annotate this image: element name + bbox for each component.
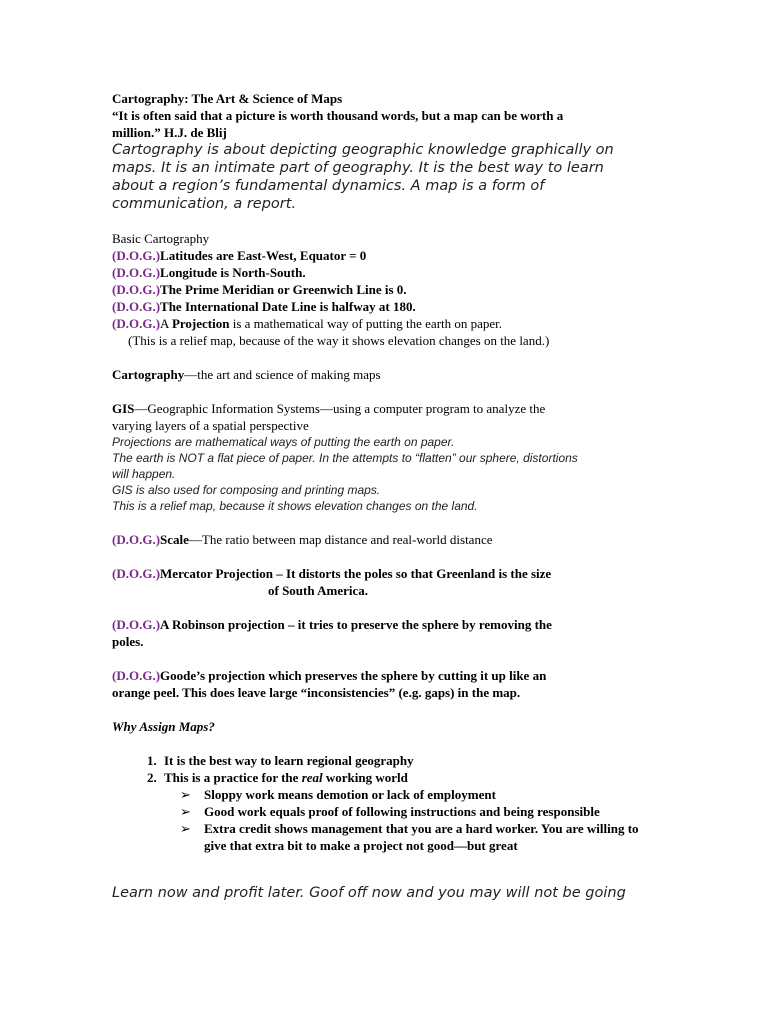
dog-item-mercator: (D.O.G.)Mercator Projection – It distorts the poles so that Greenland is the size	[112, 566, 552, 581]
dog-item-scale: (D.O.G.)Scale—The ratio between map distance and real-world distance	[112, 532, 493, 547]
dog-item: (D.O.G.)The Prime Meridian or Greenwich Line is 0.	[112, 282, 407, 297]
dog-item: (D.O.G.)Longitude is North-South.	[112, 265, 306, 280]
why-heading: Why Assign Maps?	[112, 719, 215, 734]
dog-tag: (D.O.G.)	[112, 248, 161, 263]
dog-item-projection: (D.O.G.)A Projection is a mathematical way of putting the earth on paper.	[112, 316, 503, 331]
gis-definition: GIS—Geographic Information Systems—using a computer program to analyze the	[112, 401, 546, 416]
dog-tag: (D.O.G.)	[112, 668, 161, 683]
dog-tag: (D.O.G.)	[112, 282, 161, 297]
gis-note: GIS is also used for composing and printing maps.	[112, 483, 381, 497]
mercator-cont: of South America.	[268, 583, 369, 598]
dog-tag: (D.O.G.)	[112, 566, 161, 581]
gis-note: will happen.	[112, 467, 176, 481]
arrow-bullet-icon: ➢	[180, 804, 191, 819]
document-body	[112, 90, 652, 854]
dog-tag: (D.O.G.)	[112, 532, 161, 547]
intro-line-3: about a region’s fundamental dynamics. A map is a form of	[112, 178, 545, 194]
bullet-item: ➢ Extra credit shows management that you are a hard worker. You are willing to give that extra bit to make a project not good—but great	[180, 821, 639, 853]
dog-item-robinson: (D.O.G.)A Robinson projection – it tries to preserve the sphere by removing the	[112, 617, 552, 632]
dog-tag: (D.O.G.)	[112, 299, 161, 314]
basic-heading: Basic Cartography	[112, 231, 210, 246]
reasons-list	[112, 752, 652, 786]
gis-definition-cont: varying layers of a spatial perspective	[112, 418, 309, 433]
goode-cont: orange peel. This does leave large “inconsistencies” (e.g. gaps) in the map.	[112, 685, 521, 700]
robinson-cont: poles.	[112, 634, 144, 649]
dog-tag: (D.O.G.)	[112, 265, 161, 280]
intro-line-2: maps. It is an intimate part of geography. It is the best way to learn	[112, 160, 604, 176]
cartography-definition: Cartography—the art and science of making maps	[112, 367, 381, 382]
dog-item-goode: (D.O.G.)Goode’s projection which preserves the sphere by cutting it up like an	[112, 668, 547, 683]
bullet-list	[112, 786, 652, 854]
dog-tag: (D.O.G.)	[112, 617, 161, 632]
arrow-bullet-icon: ➢	[180, 821, 191, 836]
intro-line-1: Cartography is about depicting geographic knowledge graphically on	[112, 142, 614, 158]
dog-tag: (D.O.G.)	[112, 316, 161, 331]
relief-note: (This is a relief map, because of the way it shows elevation changes on the land.)	[128, 333, 550, 348]
dog-item: (D.O.G.)Latitudes are East-West, Equator = 0	[112, 248, 367, 263]
reason-item: 1. It is the best way to learn regional geography	[160, 752, 652, 769]
quote-line-2: million.” H.J. de Blij	[112, 125, 227, 140]
intro-line-4: communication, a report.	[112, 196, 297, 212]
reason-item: 2. This is a practice for the real working world	[160, 769, 652, 786]
gis-note: The earth is NOT a flat piece of paper. In the attempts to “flatten” our sphere, distortions	[112, 451, 578, 465]
bullet-item: ➢ Sloppy work means demotion or lack of employment	[180, 787, 496, 802]
doc-title: Cartography: The Art & Science of Maps	[112, 91, 343, 106]
closing-line: Learn now and profit later. Goof off now and you may will not be going	[112, 885, 626, 901]
arrow-bullet-icon: ➢	[180, 787, 191, 802]
dog-item: (D.O.G.)The International Date Line is halfway at 180.	[112, 299, 416, 314]
quote-line-1: “It is often said that a picture is worth thousand words, but a map can be worth a	[112, 108, 564, 123]
bullet-item: ➢ Good work equals proof of following instructions and being responsible	[180, 804, 600, 819]
gis-note: This is a relief map, because it shows elevation changes on the land.	[112, 499, 478, 513]
gis-note: Projections are mathematical ways of putting the earth on paper.	[112, 435, 455, 449]
